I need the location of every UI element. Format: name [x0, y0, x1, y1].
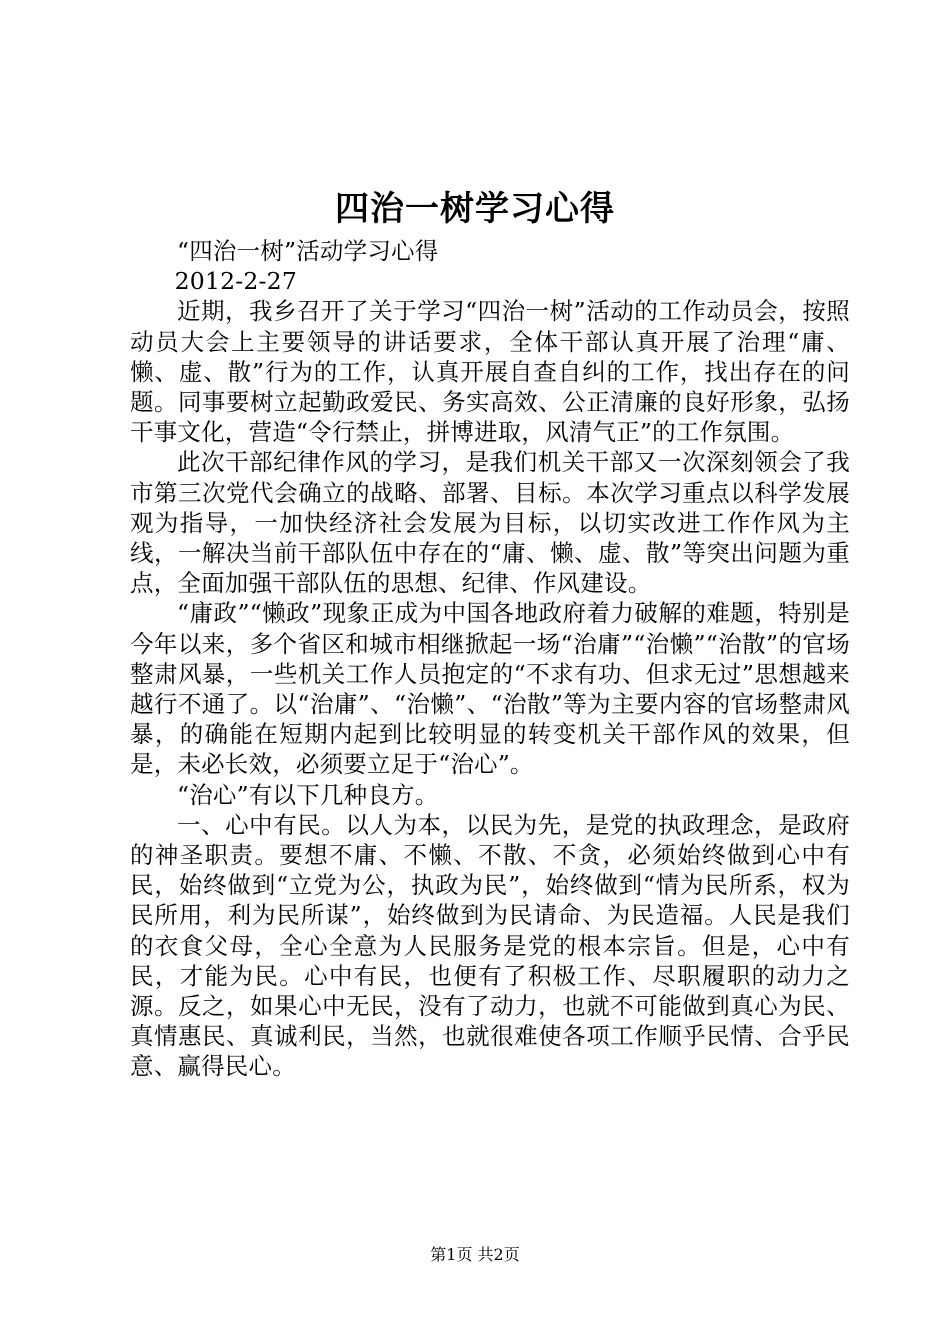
- body-paragraph: 一、心中有民。以人为本，以民为先，是党的执政理念，是政府的神圣职责。要想不庸、不懒、不散、不贪，必须始终做到心中有民，始终做到“立党为公，执政为民”，始终做到“情为民所系，权为民所用，利为民所谋”，始终做到为民请命、为民造福。人民是我们的衣食父母，全心全意为人民服务是党的根本宗旨。但是，心中有民，才能为民。心中有民，也便有了积极工作、尽职履职的动力之源。反之，如果心中无民，没有了动力，也就不可能做到真心为民、真情惠民、真诚利民，当然，也就很难使各项工作顺乎民情、合乎民意、赢得民心。: [130, 810, 850, 1081]
- date-paragraph: 2012-2-27: [174, 267, 297, 296]
- body-paragraph: “庸政”“懒政”现象正成为中国各地政府着力破解的难题，特别是今年以来，多个省区和城市相继掀起一场“治庸”“治懒”“治散”的官场整肃风暴，一些机关工作人员抱定的“不求有功、但求无过”思想越来越行不通了。以“治庸”、“治懒”、“治散”等为主要内容的官场整肃风暴，的确能在短期内起到比较明显的转变机关干部作风的效果，但是，未必长效，必须要立足于“治心”。: [130, 599, 850, 779]
- page-number-footer: 第1页 共2页: [430, 1245, 520, 1264]
- body-paragraph: 此次干部纪律作风的学习，是我们机关干部又一次深刻领会了我市第三次党代会确立的战略、部署、目标。本次学习重点以科学发展观为指导，一加快经济社会发展为目标，以切实改进工作作风为主线，一解决当前干部队伍中存在的“庸、懒、虚、散”等突出问题为重点，全面加强干部队伍的思想、纪律、作风建设。: [130, 448, 850, 598]
- document-body: [130, 236, 850, 1082]
- body-paragraph: 近期，我乡召开了关于学习“四治一树”活动的工作动员会，按照动员大会上主要领导的讲话要求，全体干部认真开展了治理“庸、懒、虚、散”行为的工作，认真开展自查自纠的工作，找出存在的问题。同事要树立起勤政爱民、务实高效、公正清廉的良好形象，弘扬干事文化，营造“令行禁止，拼博进取，风清气正”的工作氛围。: [130, 297, 850, 447]
- document-title: 四治一树学习心得: [335, 189, 615, 229]
- subtitle-paragraph: “四治一树”活动学习心得: [177, 237, 439, 265]
- body-paragraph: “治心”有以下几种良方。: [177, 780, 439, 809]
